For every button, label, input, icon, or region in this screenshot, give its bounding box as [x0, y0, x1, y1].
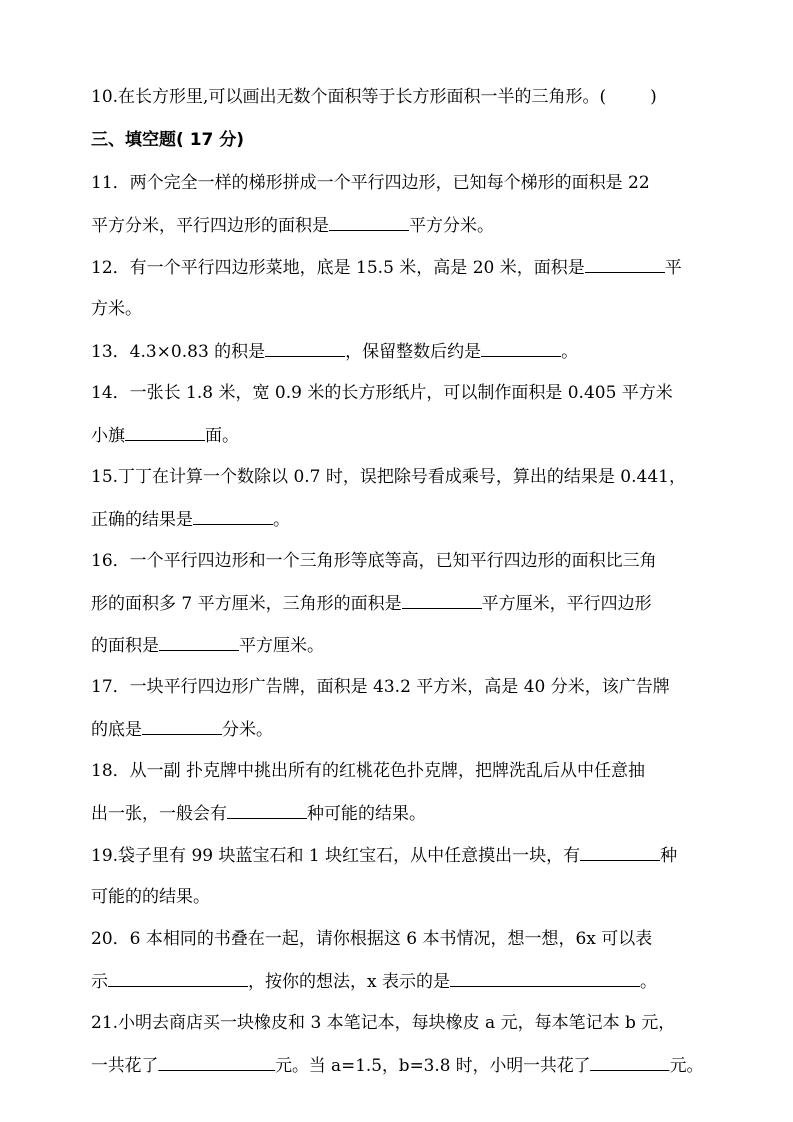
question-18-line-2 — [91, 802, 426, 825]
question-15-line-2 — [91, 508, 290, 531]
answer-blank-13b[interactable] — [481, 340, 561, 357]
question-21-line-1: 21.小明去商店买一块橡皮和 3 本笔记本，每块橡皮 a 元，每本笔记本 b 元， — [91, 1013, 676, 1033]
question-16-text-d: 平方厘米。 — [239, 636, 324, 656]
answer-blank-20b[interactable] — [450, 970, 640, 987]
question-16-text-b: 平方厘米，平行四边形 — [481, 594, 652, 614]
question-20-line-2 — [91, 970, 657, 993]
question-20-text-c: 。 — [640, 972, 657, 992]
answer-blank-21a[interactable] — [158, 1054, 275, 1071]
question-15-line-1: 15.丁丁在计算一个数除以 0.7 时，误把除号看成乘号，算出的结果是 0.441， — [91, 467, 686, 487]
question-11-line-1: 11．两个完全一样的梯形拼成一个平行四边形，已知每个梯形的面积是 22 — [91, 173, 650, 193]
answer-blank-13a[interactable] — [265, 340, 345, 357]
answer-blank-16a[interactable] — [402, 592, 482, 609]
question-13-text-b: ，保留整数后约是 — [345, 342, 482, 362]
question-17-text-b: 分米。 — [222, 720, 273, 740]
answer-blank-20a[interactable] — [108, 970, 248, 987]
question-12-line-1 — [91, 256, 682, 279]
question-13 — [91, 340, 578, 363]
question-17-line-2 — [91, 718, 273, 741]
question-10-text: 10.在长方形里,可以画出无数个面积等于长方形面积一半的三角形。( — [91, 87, 607, 107]
question-11-text-a: 平方分米，平行四边形的面积是 — [91, 216, 329, 236]
question-11-text-b: 平方分米。 — [409, 216, 494, 236]
question-12-text-a: 12．有一个平行四边形菜地，底是 15.5 米，高是 20 米，面积是 — [91, 258, 585, 278]
question-14-line-2 — [91, 424, 239, 447]
question-21-text-b: 元。当 a=1.5，b=3.8 时，小明一共花了 — [275, 1056, 591, 1076]
question-14-text-b: 面。 — [205, 426, 239, 446]
question-21-text-c: 元。 — [669, 1056, 704, 1076]
question-17-text-a: 的底是 — [91, 720, 142, 740]
answer-blank-19[interactable] — [580, 844, 660, 861]
question-19-line-1 — [91, 844, 677, 867]
question-15-text-b: 。 — [273, 510, 290, 530]
answer-blank-21b[interactable] — [590, 1054, 669, 1071]
answer-blank-14[interactable] — [125, 424, 205, 441]
question-19-line-2: 可能的的结果。 — [91, 887, 210, 907]
question-10-close: ) — [650, 87, 657, 107]
question-12-line-2: 方米。 — [91, 299, 142, 319]
answer-blank-17[interactable] — [142, 718, 222, 735]
question-11-line-2 — [91, 214, 494, 237]
question-10 — [91, 86, 657, 108]
question-16-line-1: 16．一个平行四边形和一个三角形等底等高，已知平行四边形的面积比三角 — [91, 551, 657, 571]
question-18-line-1: 18．从一副 扑克牌中挑出所有的红桃花色扑克牌，把牌洗乱后从中任意抽 — [91, 761, 646, 781]
answer-blank-11[interactable] — [329, 214, 409, 231]
answer-blank-16b[interactable] — [159, 634, 239, 651]
answer-blank-15[interactable] — [193, 508, 273, 525]
question-17-line-1: 17．一块平行四边形广告牌，面积是 43.2 平方米，高是 40 分米，该广告牌 — [91, 677, 670, 697]
question-13-text-a: 13．4.3×0.83 的积是 — [91, 342, 266, 362]
question-20-text-a: 示 — [91, 972, 108, 992]
question-21-line-2 — [91, 1054, 703, 1077]
question-19-text-a: 19.袋子里有 99 块蓝宝石和 1 块红宝石，从中任意摸出一块，有 — [91, 846, 581, 866]
question-14-text-a: 小旗 — [91, 426, 125, 446]
question-21-text-a: 一共花了 — [91, 1056, 159, 1076]
question-16-text-a: 形的面积多 7 平方厘米，三角形的面积是 — [91, 594, 402, 614]
question-14-line-1: 14．一张长 1.8 米，宽 0.9 米的长方形纸片，可以制作面积是 0.405 平方米 — [91, 383, 673, 403]
question-15-text-a: 正确的结果是 — [91, 510, 193, 530]
question-18-text-b: 种可能的结果。 — [307, 804, 426, 824]
section-title-fill-in: 三、填空题( 17 分) — [91, 130, 245, 150]
question-18-text-a: 出一张，一般会有 — [91, 804, 227, 824]
question-16-line-2 — [91, 592, 652, 615]
question-12-text-b: 平 — [664, 258, 682, 278]
question-16-line-3 — [91, 634, 324, 657]
answer-blank-12[interactable] — [585, 256, 665, 273]
question-19-text-b: 种 — [660, 846, 678, 866]
answer-blank-18[interactable] — [227, 802, 307, 819]
question-13-text-c: 。 — [561, 342, 579, 362]
question-16-text-c: 的面积是 — [91, 636, 159, 656]
question-20-line-1: 20．6 本相同的书叠在一起，请你根据这 6 本书情况，想一想，6x 可以表 — [91, 929, 653, 949]
question-20-text-b: ，按你的想法，x 表示的是 — [248, 972, 450, 992]
